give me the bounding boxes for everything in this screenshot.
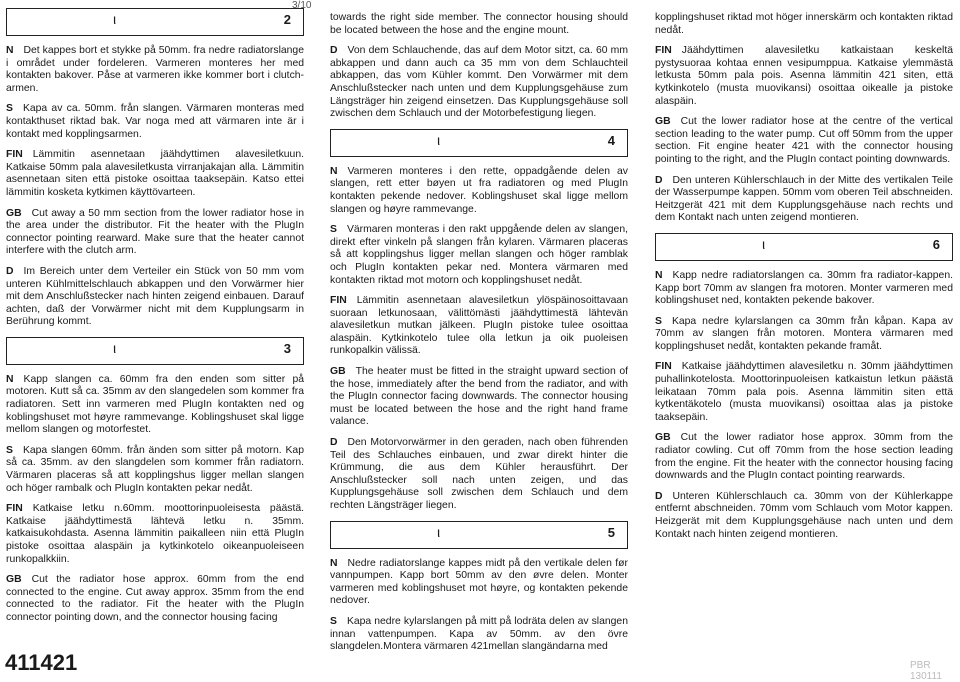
paragraph-text: Lämmitin asennetaan alavesiletkun ylöspäinosoittavaan suoraan letkunosaan, välittömästi jäähdyttimestä lähtevän alavesiletkun mutkan jälkeen. PlugIn pistoke tulee osoittaa alaspäin. Kytkinkotelo tulee olla letkun ja oik puoleisen runkopalkin välissä. <box>330 295 628 357</box>
paragraph-text: Kapp nedre radiatorslangen ca. 30mm fra radiator-kappen. Kapp bort 70mm av slangen fra motoren. Monter varmeren med koblingshuset ned, kontakten pekende bakover. <box>655 269 953 307</box>
paragraph-text: Kapa nedre kylarslangen ca 30mm från kåpan. Kapa av 70mm av slangen från motoren. Montera värmaren med kopplingshuset nedåt, kontakten pekande framåt. <box>655 315 953 352</box>
language-code: D <box>655 174 663 186</box>
hose-icon: ι <box>113 339 117 356</box>
language-code: D <box>330 437 338 449</box>
section-number: 5 <box>607 524 615 540</box>
language-code: D <box>330 45 338 57</box>
section-header-3 <box>6 337 304 365</box>
language-code: D <box>655 490 663 502</box>
page-top-number: 3/10 <box>292 0 312 11</box>
hose-icon: ι <box>437 523 441 540</box>
instruction-paragraph <box>655 175 953 225</box>
instruction-paragraph <box>330 366 628 429</box>
hose-icon: ι <box>762 235 766 252</box>
instruction-paragraph <box>330 437 628 513</box>
continued-text: towards the right side member. The connector housing should be located between the hose and the engine mount. <box>330 12 628 36</box>
instruction-paragraph <box>330 224 628 287</box>
language-code: N <box>6 373 14 385</box>
paragraph-text: Nedre radiatorslange kappes midt på den vertikale delen før vannpumpen. Kapp bort 50mm av den øvre delen. Monter varmeren med koblingshuset mot høyre, og kontakten pekende nedover. <box>330 557 628 607</box>
paragraph-text: The heater must be fitted in the straight upward section of the hose, immediately after the bend from the radiator, and with the PlugIn connector facing downwards. The connector housing must be located between the hose and the right hand frame valance. <box>330 366 628 428</box>
language-code: D <box>6 265 14 277</box>
paragraph-text: Cut the lower radiator hose approx. 30mm from the radiator cowling. Cut off 70mm from the hose section leading from the engine. Fit the heater with the connector housing facing downwards and the PlugIn contact pointing rearwards. <box>655 432 953 482</box>
paragraph-text: Unteren Kühlerschlauch ca. 30mm von der Kühlerkappe entfernt abschneiden. 70mm vom Schlauch vom Motor kappen. Heizgerät mit dem Kupplungsgehäuse nach unten und dem Kontakt nach hinten zeigend montieren. <box>655 490 953 540</box>
language-code: S <box>655 315 662 327</box>
instruction-paragraph <box>6 445 304 495</box>
instruction-paragraph <box>330 295 628 358</box>
instruction-paragraph <box>6 574 304 624</box>
instruction-paragraph <box>6 266 304 329</box>
paragraph-text: Kapp slangen ca. 60mm fra den enden som sitter på motoren. Kutt så ca. 35mm av den slangedelen som kommer fra radiatoren. Sett inn varmeren med PlugIn kontakten ned og koblingshuset mot høyre rammevange. Koblingshuset skal ligge mellom slangen og motorfestet. <box>6 373 304 436</box>
paragraph-text: Cut the radiator hose approx. 60mm from the end connected to the engine. Cut away approx. 35mm from the end connected to the radiator. Fit the heater with the PlugIn connector pointing down, and the connector housing facing <box>6 574 304 623</box>
language-code: S <box>6 103 13 115</box>
language-code: GB <box>6 207 22 219</box>
section-header-5 <box>330 521 628 549</box>
instruction-paragraph <box>6 45 304 95</box>
instruction-paragraph <box>6 374 304 437</box>
section-number: 3 <box>283 340 291 356</box>
language-code: GB <box>655 116 671 128</box>
language-code: FIN <box>330 295 347 307</box>
language-code: N <box>655 269 663 281</box>
language-code: S <box>330 615 337 627</box>
column-3 <box>655 0 953 549</box>
hose-icon: ι <box>437 131 441 148</box>
paragraph-text: Katkaise jäähdyttimen alavesiletku n. 30mm jäähdyttimen puhallinkotelosta. Moottorinpuoleisen katkaistun letkun päästä leikataan 70mm pala pois. Asenna lämmitin siten että kytkentäkotelo (musta muovikansi) osoittaa alas ja pistoke taaksepäin. <box>655 361 953 423</box>
instruction-paragraph <box>6 149 304 199</box>
instruction-paragraph <box>330 166 628 216</box>
paragraph-text: Cut away a 50 mm section from the lower radiator hose in the area under the distributor. Fit the heater with the PlugIn connector pointing rearward. Make sure that the heater cannot interfere with the clutch arm. <box>6 207 304 257</box>
paragraph-text: Lämmitin asennetaan jäähdyttimen alavesiletkuun. Katkaise 50mm pala alavesiletkusta virranjakajan alla. Lämmitin asennetaan siten että pistoke osoittaa taaksepäin. Katso ettei lämmitin kosketa kytkimen käyttövarteen. <box>6 149 304 198</box>
instruction-paragraph <box>330 616 628 654</box>
language-code: FIN <box>655 45 672 57</box>
instruction-paragraph <box>330 558 628 608</box>
paragraph-text: Im Bereich unter dem Verteiler ein Stück von 50 mm vom unteren Kühlmittelschlauch abkappen und den Vorwärmer hier mit dem Anschlußstecker nach hinten zeigend einbauen. Darauf achten, daß der Vorwärmer nicht mit dem Kupplungsarm in Berührung kommt. <box>6 265 304 328</box>
instruction-paragraph <box>655 316 953 354</box>
paragraph-text: Kapa slangen 60mm. från änden som sitter på motorn. Kap så ca. 35mm. av den slangdelen som kommer från radiatorn. Värmaren placeras så att kopplingshus ligger mellan slangen och höger rambalk och PlugIn kontakten pekar nedåt. <box>6 444 304 494</box>
language-code: S <box>6 444 13 456</box>
paragraph-text: Kapa av ca. 50mm. från slangen. Värmaren monteras med kontakthuset riktad bak. Var noga med att värmaren inte är i kontakt med kopplingsarmen. <box>6 103 304 140</box>
language-code: GB <box>330 366 346 378</box>
section-number: 4 <box>607 132 615 148</box>
paragraph-text: Den Motorvorwärmer in den geraden, nach oben führenden Teil des Schlauches einbauen, und zwar direkt hinter die Krümmung, die aus dem Kühler herausführt. Der Anschlußstecker soll nach unten zeigen, und das Kupplungsgehäuse soll zwischen dem Schlauch und dem rechten Längsträger liegen. <box>330 437 628 511</box>
paragraph-text: Varmeren monteres i den rette, oppadgående delen av slangen, rett etter bøyen ut fra radiatoren og med PlugIn kontakten pekende nedover. Koblingshuset skal ligge mellom slangen og høyre rammevange. <box>330 165 628 215</box>
language-code: S <box>330 224 337 236</box>
column-1 <box>6 0 304 633</box>
paragraph-text: Jäähdyttimen alavesiletku katkaistaan keskeltä pystysuoraa kohtaa ennen vesipumppua. Katkaise ylemmästä letkusta 50mm pala pois. Asenna lämmitin 421 siten, että kytkinkotelo (musta muovikansi) osoittaa oikealle ja pistoke alaspäin. <box>655 45 953 107</box>
language-code: N <box>6 45 14 56</box>
language-code: GB <box>655 432 671 444</box>
language-code: FIN <box>655 361 672 373</box>
footer-reference: PBR 130111 <box>910 660 942 682</box>
language-code: N <box>330 165 338 177</box>
paragraph-text: Katkaise letku n.60mm. moottorinpuoleisesta päästä. Katkaise jäähdyttimestä lähtevä letku n. 35mm. katkaisukohdasta. Asenna lämmitin paikalleen niin että PlugIn pistoke osoittaa alaspäin ja kytkinkotelo oikeanpuoleiseen runkopalkkiin. <box>6 503 304 565</box>
hose-icon: ι <box>113 11 117 27</box>
document-id: 411421 <box>5 650 78 675</box>
instruction-paragraph <box>655 270 953 308</box>
paragraph-text: Cut the lower radiator hose at the centre of the vertical section leading to the water pump. Cut off 50mm from the upper section. Fit engine heater 421 with the connector housing pointing to the right, and the PlugIn contact pointing downwards. <box>655 116 953 165</box>
instruction-paragraph <box>655 45 953 108</box>
paragraph-text: Det kappes bort et stykke på 50mm. fra nedre radiatorslange i området under fordeleren. Varmeren monteres her med kontakten bakover. Påse at varmeren ikke kommer bort i clutch-armen. <box>6 45 304 94</box>
instruction-paragraph <box>6 208 304 258</box>
paragraph-text: Värmaren monteras i den rakt uppgående delen av slangen, direkt efter vinkeln på slangen från kylaren. Värmaren placeras så att kopplingshus ligger mellan slangen och höger ramblak och PlugIn kontakten pekar ned. Montera värmaren med kontakten riktad mot motorn och kopplingshuset nedåt. <box>330 224 628 286</box>
column-2 <box>330 0 628 662</box>
instruction-paragraph <box>655 116 953 166</box>
instruction-paragraph <box>655 432 953 482</box>
paragraph-text: Kapa nedre kylarslangen på mitt på lodräta delen av slangen innan vattenpumpen. Kapa av 50mm. av den övre slangdelen.Montera värmaren 421mellan slangändarna med <box>330 615 628 653</box>
section-number: 6 <box>932 236 940 252</box>
language-code: FIN <box>6 149 23 161</box>
instruction-paragraph <box>6 503 304 566</box>
instruction-paragraph <box>655 361 953 424</box>
instruction-paragraph <box>655 491 953 541</box>
section-header-6 <box>655 233 953 261</box>
language-code: N <box>330 557 338 569</box>
section-number: 2 <box>283 12 291 27</box>
language-code: GB <box>6 574 22 586</box>
continued-text: kopplingshuset riktad mot höger innerskärm och kontakten riktad nedåt. <box>655 12 953 36</box>
language-code: FIN <box>6 503 23 515</box>
instruction-paragraph <box>6 103 304 141</box>
instruction-paragraph <box>330 45 628 121</box>
section-header-2 <box>6 8 304 36</box>
section-header-4 <box>330 129 628 157</box>
paragraph-text: Von dem Schlauchende, das auf dem Motor sitzt, ca. 60 mm abkappen und dann auch ca 35 mm von dem Schlauchteil abkappen, das vom Kühler kommt. Den Vorwärmer mit dem Anschlußstecker nach unten und dem Kupplungsgehäuse zum Längsträger hin zeigend einsetzen. Das Kupplungsgehäuse soll zwischen dem Schlauch und der Motorbefestigung liegen. <box>330 45 628 120</box>
paragraph-text: Den unteren Kühlerschlauch in der Mitte des vertikalen Teile der Wasserpumpe kappen. 50mm vom oberen Teil abschneiden. Heitzgerät 421 mit dem Kupplungsgehäuse nach rechts und dem Kontakt nach unten zeigend montieren. <box>655 174 953 224</box>
